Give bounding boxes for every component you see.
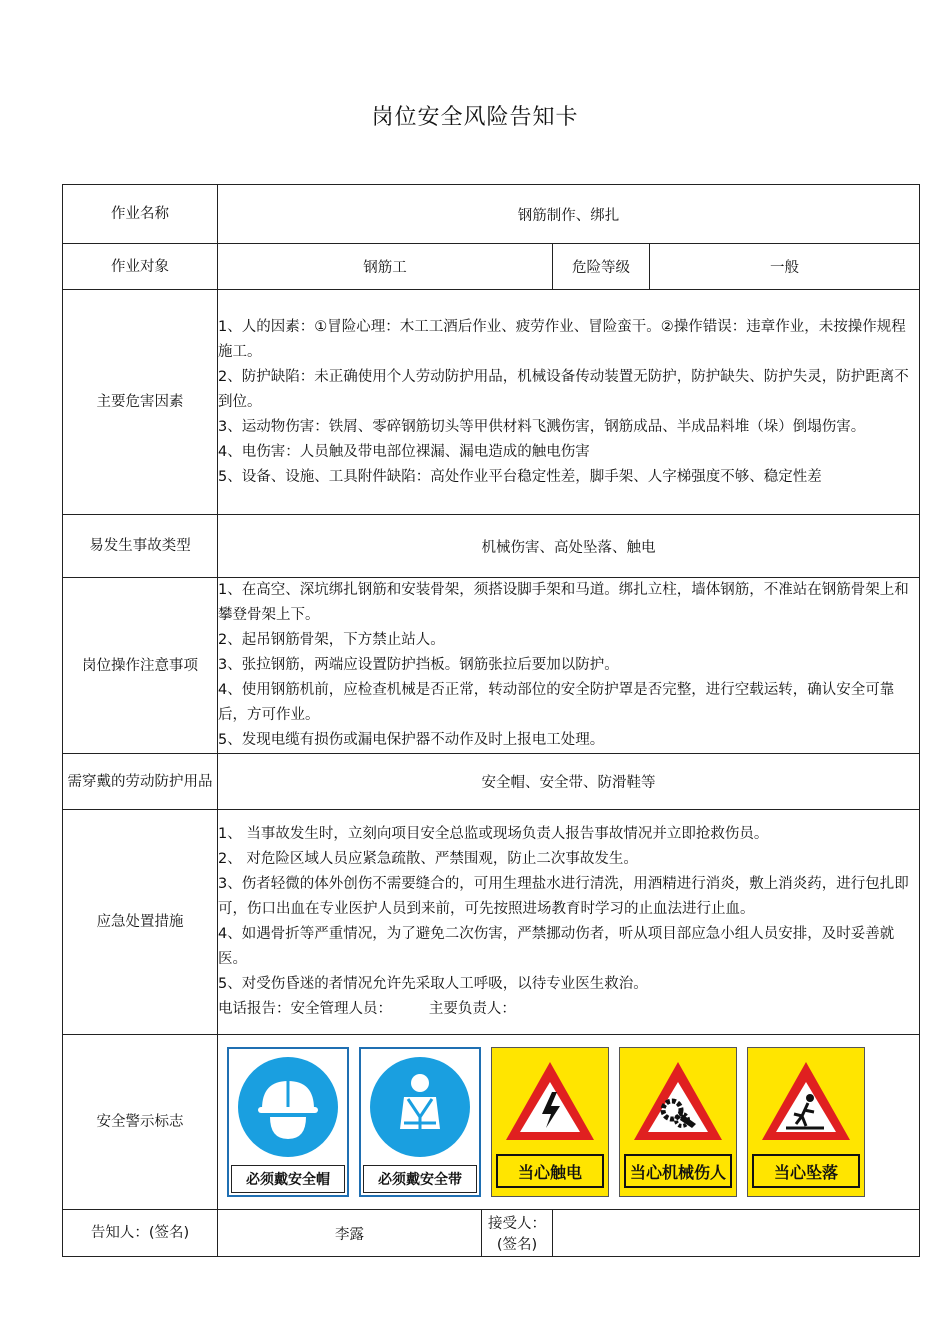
job-name-value: 钢筋制作、绑扎 (218, 185, 920, 244)
signs-label: 安全警示标志 (63, 1035, 218, 1210)
job-target-label: 作业对象 (63, 244, 218, 290)
precaution-item: 3、张拉钢筋，两端应设置防护挡板。钢筋张拉后要加以防护。 (218, 657, 619, 673)
receiver-label: 接受人：(签名) (488, 1216, 546, 1253)
row-signature (63, 1210, 920, 1257)
accident-types-value: 机械伤害、高处坠落、触电 (218, 515, 920, 578)
hazard-item: 4、电伤害：人员触及带电部位裸漏、漏电造成的触电伤害 (218, 443, 590, 460)
precautions-label: 岗位操作注意事项 (63, 578, 218, 754)
receiver-signature (553, 1210, 920, 1257)
row-signs (63, 1035, 920, 1210)
job-target-value: 钢筋工 (218, 244, 553, 290)
sign-caption: 当心机械伤人 (624, 1154, 732, 1188)
emergency-item: 4、如遇骨折等严重情况，为了避免二次伤害，严禁挪动伤者，听从项目部应急小组人员安排，及时妥善就医。 (218, 926, 895, 967)
sign-must-wear-harness (359, 1047, 481, 1197)
precaution-item: 2、起吊钢筋骨架，下方禁止站人。 (218, 632, 445, 648)
hazards-label: 主要危害因素 (63, 290, 218, 515)
signs-strip (218, 1047, 919, 1197)
informer-signature (218, 1210, 553, 1257)
phone-report-line: 电话报告：安全管理人员： 主要负责人： (218, 1001, 516, 1017)
emergency-item: 3、伤者轻微的体外创伤不需要缝合的，可用生理盐水进行清洗，用酒精进行消炎，敷上消炎药，进行包扎即可，伤口出血在专业医护人员到来前，可先按照进场教育时学习的止血法进行止血。 (218, 876, 909, 917)
precaution-item: 5、发现电缆有损伤或漏电保护器不动作及时上报电工处理。 (218, 732, 605, 748)
row-precautions (63, 578, 920, 754)
page-title: 岗位安全风险告知卡 (371, 105, 579, 130)
sign-caption: 必须戴安全帽 (231, 1165, 345, 1193)
risk-level-value: 一般 (650, 244, 920, 290)
precaution-item: 1、在高空、深坑绑扎钢筋和安装骨架，须搭设脚手架和马道。绑扎立柱，墙体钢筋，不准站在钢筋骨架上和攀登骨架上下。 (218, 582, 909, 623)
hazards-list (218, 290, 920, 515)
hazard-item: 5、设备、设施、工具附件缺陷：高处作业平台稳定性差，脚手架、人字梯强度不够、稳定性差 (218, 468, 822, 485)
sign-beware-falling (747, 1047, 865, 1197)
harness-icon (370, 1057, 470, 1157)
informer-name: 李露 (218, 1210, 482, 1256)
risk-card-table (62, 184, 920, 1257)
sign-beware-machinery (619, 1047, 737, 1197)
sign-caption: 必须戴安全带 (363, 1165, 477, 1193)
signs-cell (218, 1035, 920, 1210)
emergency-item: 5、对受伤昏迷的者情况允许先采取人工呼吸，以待专业医生救治。 (218, 976, 648, 992)
row-job-target (63, 244, 920, 290)
emergency-list (218, 810, 920, 1035)
electric-shock-icon (502, 1058, 598, 1146)
hazard-item: 1、人的因素：①冒险心理：木工工酒后作业、疲劳作业、冒险蛮干。②操作错误：违章作业，未按操作规程施工。 (218, 318, 906, 360)
emergency-item: 2、 对危险区域人员应紧急疏散、严禁围观，防止二次事故发生。 (218, 851, 638, 867)
ppe-value: 安全帽、安全带、防滑鞋等 (218, 754, 920, 810)
hazard-item: 2、防护缺陷：未正确使用个人劳动防护用品，机械设备传动装置无防护，防护缺失、防护失灵，防护距离不到位。 (218, 368, 909, 410)
helmet-icon (238, 1057, 338, 1157)
job-name-label: 作业名称 (63, 185, 218, 244)
hazard-item: 3、运动物伤害：铁屑、零碎钢筋切头等甲供材料飞溅伤害，钢筋成品、半成品料堆（垛）倒塌伤害。 (218, 418, 866, 435)
row-job-name (63, 185, 920, 244)
row-ppe (63, 754, 920, 810)
row-accident-types (63, 515, 920, 578)
precaution-item: 4、使用钢筋机前，应检查机械是否正常，转动部位的安全防护罩是否完整，进行空载运转，确认安全可靠后，方可作业。 (218, 682, 895, 723)
row-hazards (63, 290, 920, 515)
gear-hand-icon (630, 1058, 726, 1146)
row-emergency (63, 810, 920, 1035)
ppe-label: 需穿戴的劳动防护用品 (63, 754, 218, 810)
sign-beware-electric-shock (491, 1047, 609, 1197)
informer-label: 告知人：(签名) (63, 1210, 218, 1257)
sign-must-wear-helmet (227, 1047, 349, 1197)
accident-types-label: 易发生事故类型 (63, 515, 218, 578)
emergency-item: 1、 当事故发生时，立刻向项目安全总监或现场负责人报告事故情况并立即抢救伤员。 (218, 826, 769, 842)
falling-person-icon (758, 1058, 854, 1146)
sign-caption: 当心触电 (496, 1154, 604, 1188)
precautions-list (218, 578, 920, 754)
sign-caption: 当心坠落 (752, 1154, 860, 1188)
emergency-label: 应急处置措施 (63, 810, 218, 1035)
risk-level-label: 危险等级 (553, 244, 650, 290)
